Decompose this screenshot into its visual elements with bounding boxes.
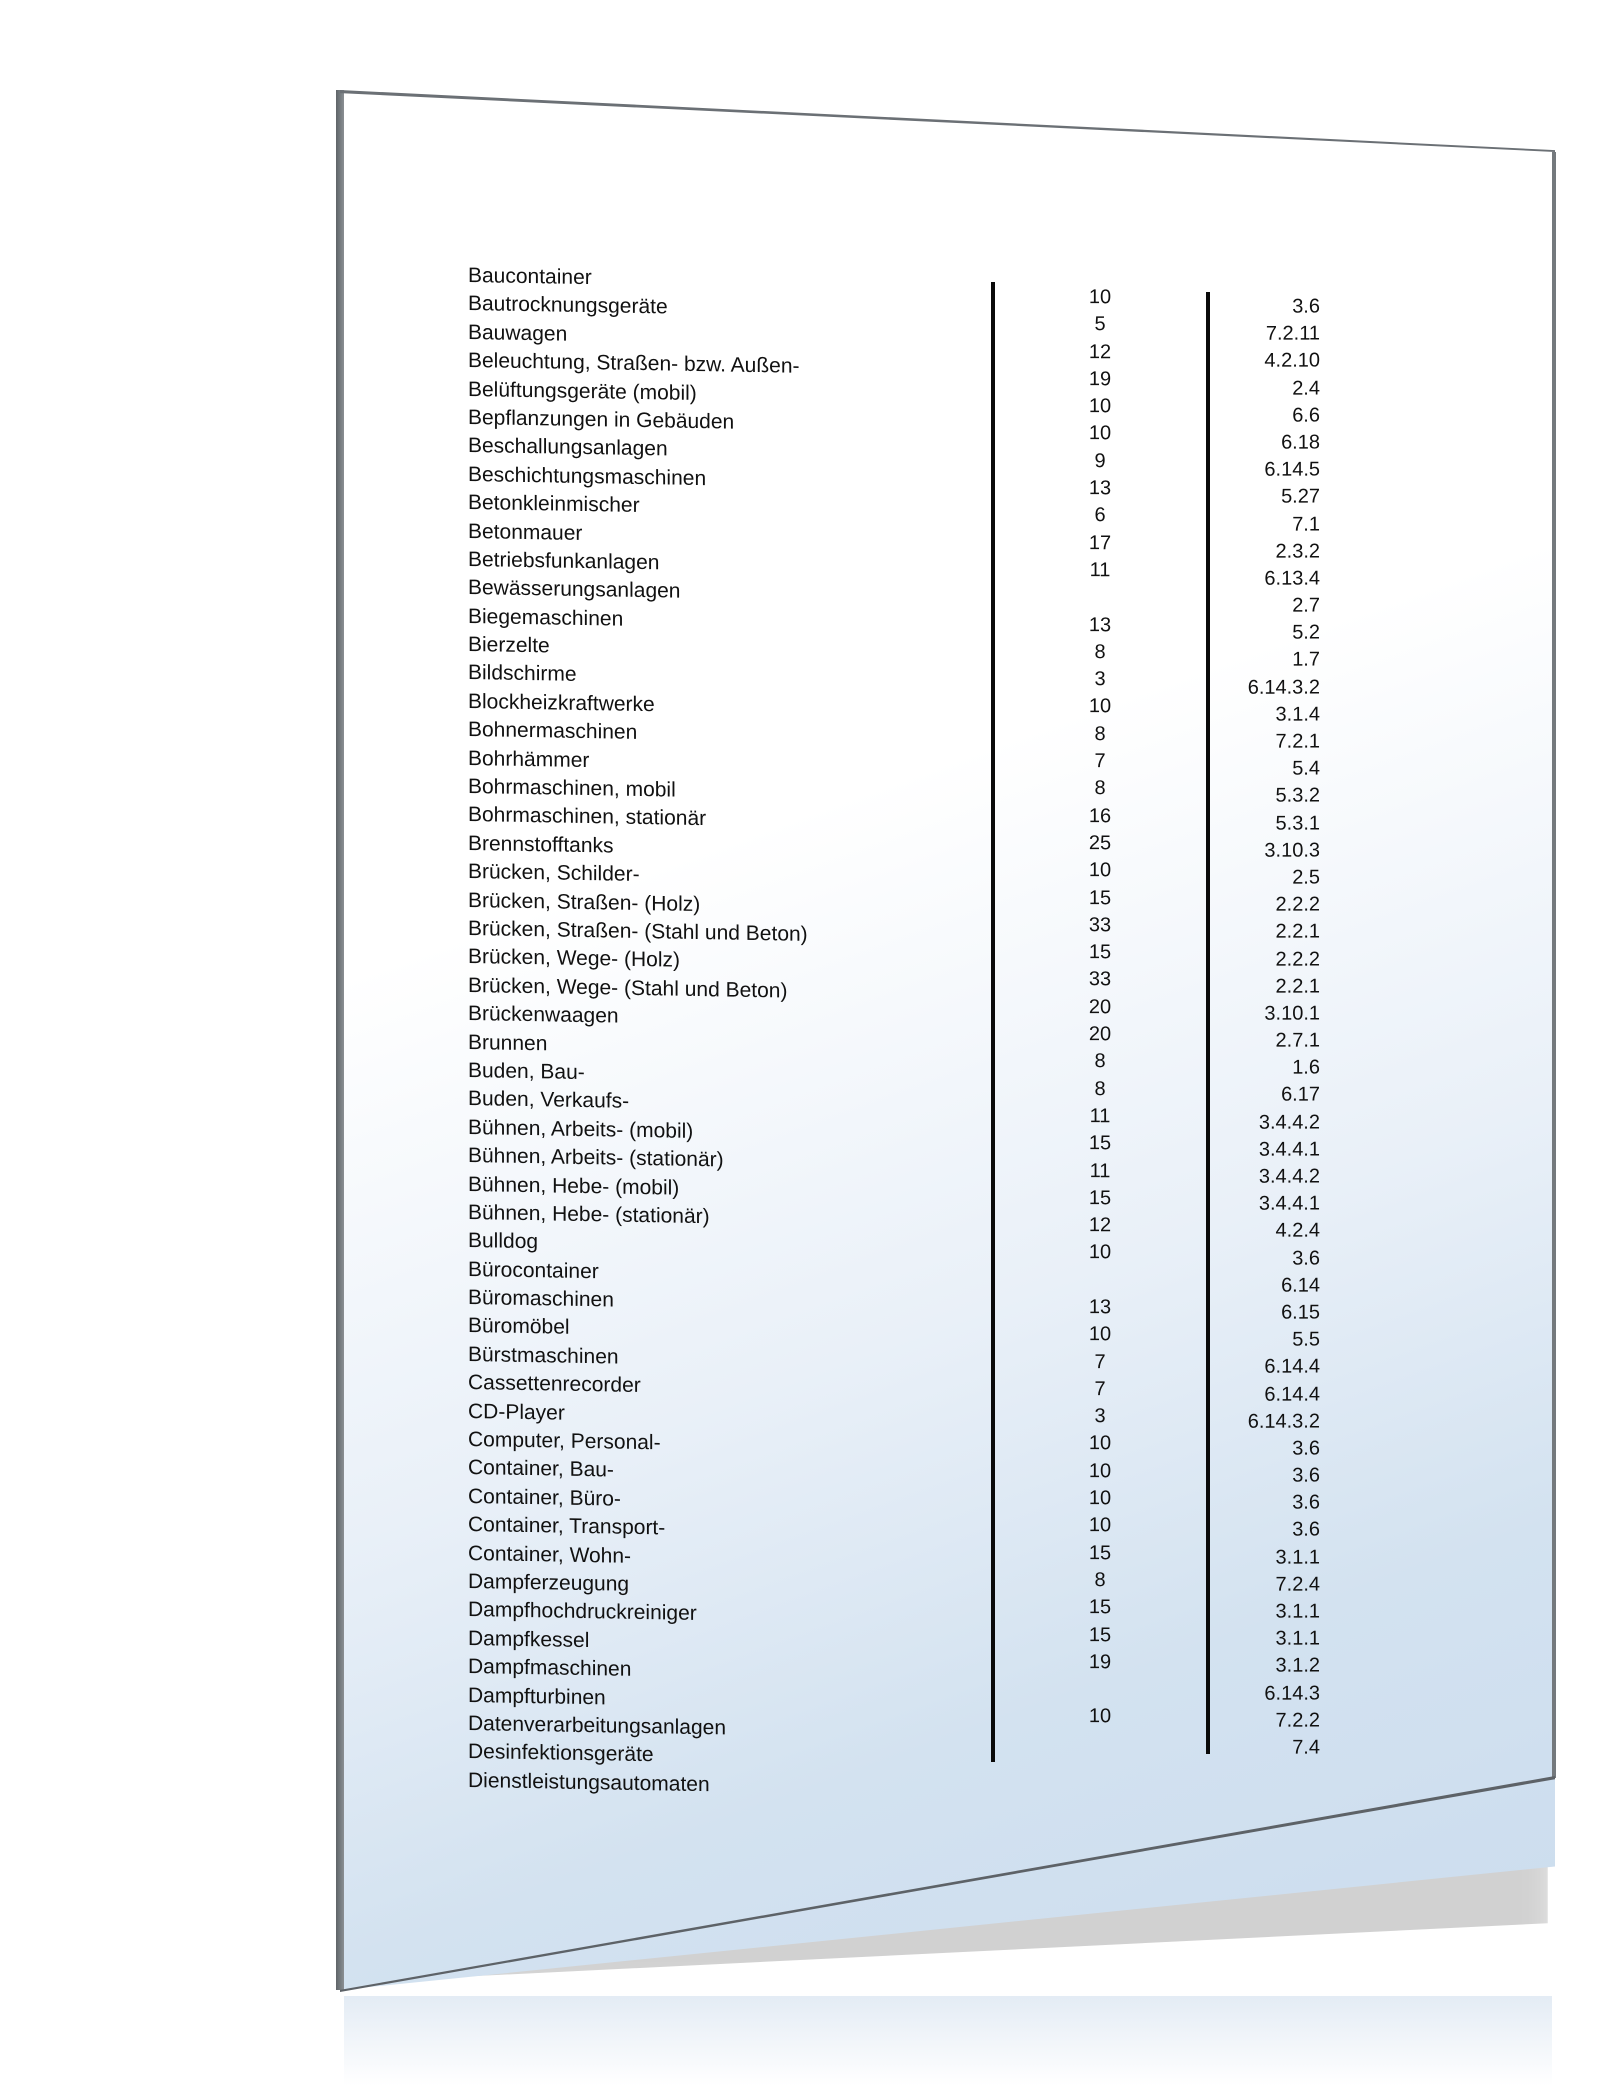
entry-name: Brücken, Schilder-	[468, 860, 640, 887]
entry-reference: 2.3.2	[1275, 540, 1320, 563]
entry-name: Baucontainer	[468, 264, 592, 290]
entry-name: Desinfektionsgeräte	[468, 1740, 654, 1767]
entry-reference: 7.2.11	[1265, 322, 1320, 345]
entry-name: Buden, Bau-	[468, 1058, 585, 1084]
entry-years: 7	[1094, 1350, 1106, 1373]
entry-reference: 3.6	[1292, 1247, 1320, 1270]
entry-years: 10	[1088, 1459, 1112, 1483]
entry-years: 8	[1094, 641, 1106, 664]
entry-reference: 1.6	[1292, 1056, 1320, 1079]
entry-name: Bürocontainer	[468, 1257, 599, 1283]
entry-years: 15	[1088, 1541, 1112, 1564]
entry-years	[1060, 584, 1140, 612]
entry-name: Büromaschinen	[468, 1286, 614, 1312]
entry-name: Betonmauer	[468, 519, 583, 545]
entry-reference: 3.4.4.2	[1258, 1165, 1320, 1188]
entry-name: Beschallungsanlagen	[468, 434, 668, 461]
entry-name: Brücken, Wege- (Holz)	[468, 945, 681, 973]
entry-years: 15	[1088, 1132, 1112, 1155]
entry-reference: 7.2.4	[1275, 1573, 1320, 1596]
entry-years: 8	[1094, 1077, 1106, 1100]
entry-name: Bühnen, Arbeits- (mobil)	[468, 1115, 694, 1143]
entry-years: 10	[1088, 1487, 1112, 1510]
entry-years: 10	[1088, 286, 1112, 309]
entry-name: Beleuchtung, Straßen- bzw. Außen-	[468, 349, 800, 378]
entry-reference: 5.3.1	[1275, 812, 1320, 835]
entry-years: 5	[1094, 313, 1106, 336]
entry-reference: 2.5	[1292, 866, 1320, 889]
entry-years: 8	[1094, 777, 1106, 800]
entry-name: Belüftungsgeräte (mobil)	[468, 377, 697, 405]
entry-name-column	[468, 262, 808, 1801]
entry-name: Brunnen	[468, 1030, 548, 1055]
useful-life-column	[1060, 284, 1140, 1731]
entry-name: Dienstleistungsautomaten	[468, 1768, 710, 1796]
entry-years: 10	[1088, 1241, 1112, 1264]
entry-reference: 6.18	[1281, 431, 1320, 454]
entry-years: 10	[1088, 1432, 1112, 1455]
entry-reference: 7.2.1	[1275, 730, 1320, 753]
entry-name: Bohrhämmer	[468, 746, 590, 772]
entry-years: 13	[1088, 477, 1112, 500]
entry-name: Brennstofftanks	[468, 831, 614, 858]
entry-years	[1060, 1267, 1140, 1295]
entry-years: 10	[1088, 1705, 1112, 1728]
entry-reference: 6.14.5	[1264, 458, 1320, 481]
entry-reference: 6.14.3.2	[1247, 1410, 1320, 1433]
entry-years: 13	[1088, 613, 1112, 636]
entry-reference: 2.2.2	[1275, 948, 1320, 971]
entry-name: Dampfturbinen	[468, 1683, 606, 1709]
entry-reference: 6.14.4	[1264, 1383, 1320, 1406]
entry-name: CD-Player	[468, 1399, 565, 1425]
entry-reference: 3.6	[1292, 1437, 1320, 1460]
entry-reference: 2.4	[1292, 377, 1320, 400]
entry-name: Buden, Verkaufs-	[468, 1087, 630, 1114]
entry-name: Bauwagen	[468, 320, 568, 346]
entry-reference: 2.7	[1292, 594, 1320, 617]
entry-reference: 5.5	[1292, 1328, 1320, 1351]
entry-name: Bewässerungsanlagen	[468, 576, 681, 604]
entry-reference: 4.2.4	[1275, 1219, 1320, 1243]
entry-reference: 5.4	[1292, 757, 1320, 780]
entry-years: 19	[1088, 1650, 1112, 1674]
entry-name: Bierzelte	[468, 633, 550, 658]
entry-reference: 2.7.1	[1275, 1029, 1320, 1052]
entry-years: 3	[1094, 668, 1106, 691]
entry-name: Datenverarbeitungsanlagen	[468, 1711, 727, 1740]
entry-reference: 4.2.10	[1264, 349, 1320, 373]
entry-reference: 6.14.3.2	[1247, 676, 1320, 699]
entry-name: Brücken, Wege- (Stahl und Beton)	[468, 973, 788, 1003]
entry-reference: 5.3.2	[1275, 784, 1320, 808]
entry-reference: 3.6	[1292, 295, 1320, 318]
entry-years: 12	[1088, 1214, 1112, 1237]
entry-years: 8	[1094, 1569, 1106, 1592]
entry-years: 3	[1094, 1405, 1106, 1428]
entry-reference: 6.13.4	[1264, 567, 1320, 590]
entry-years: 10	[1088, 1514, 1112, 1537]
entry-name: Blockheizkraftwerke	[468, 689, 655, 717]
entry-name: Bürstmaschinen	[468, 1342, 619, 1369]
entry-name: Bühnen, Arbeits- (stationär)	[468, 1144, 724, 1172]
entry-reference: 6.17	[1281, 1083, 1320, 1107]
entry-name: Bautrocknungsgeräte	[468, 292, 668, 319]
entry-years: 15	[1088, 1186, 1112, 1210]
entry-reference: 6.14	[1281, 1274, 1320, 1297]
column-divider-1	[991, 282, 995, 1762]
entry-years: 15	[1088, 886, 1112, 909]
entry-name: Dampfhochdruckreiniger	[468, 1598, 697, 1626]
entry-years: 15	[1088, 1596, 1112, 1619]
entry-reference: 6.14.4	[1264, 1355, 1320, 1379]
entry-name: Bildschirme	[468, 661, 577, 687]
entry-years: 11	[1089, 1159, 1111, 1182]
entry-reference: 3.6	[1292, 1518, 1320, 1542]
entry-years: 7	[1094, 1378, 1106, 1401]
entry-years: 10	[1088, 859, 1112, 882]
entry-years: 16	[1088, 804, 1112, 827]
entry-reference: 3.1.4	[1275, 703, 1320, 726]
entry-years: 15	[1088, 941, 1112, 964]
entry-years: 10	[1088, 1323, 1112, 1346]
entry-years: 20	[1088, 1023, 1112, 1046]
entry-reference: 3.4.4.1	[1258, 1192, 1320, 1215]
entry-name: Bohrmaschinen, mobil	[468, 775, 676, 802]
entry-name: Container, Büro-	[468, 1484, 621, 1511]
entry-years: 25	[1088, 832, 1112, 855]
entry-years: 10	[1088, 395, 1112, 418]
entry-name: Brücken, Straßen- (Stahl und Beton)	[468, 916, 808, 946]
entry-name: Brücken, Straßen- (Holz)	[468, 888, 701, 916]
entry-name: Container, Bau-	[468, 1456, 614, 1482]
entry-years: 8	[1094, 1050, 1106, 1073]
entry-reference: 3.10.1	[1264, 1002, 1320, 1025]
entry-name: Container, Transport-	[468, 1513, 666, 1540]
entry-reference: 6.14.3	[1264, 1682, 1320, 1705]
entry-years: 10	[1088, 695, 1112, 718]
entry-name: Cassettenrecorder	[468, 1371, 641, 1398]
entry-name: Dampfkessel	[468, 1626, 590, 1652]
entry-reference: 3.1.2	[1275, 1654, 1320, 1678]
entry-reference: 3.6	[1292, 1491, 1320, 1514]
entry-years: 13	[1088, 1296, 1112, 1319]
entry-name: Container, Wohn-	[468, 1541, 632, 1568]
entry-years: 19	[1088, 368, 1112, 391]
entry-years: 7	[1094, 750, 1106, 773]
entry-reference: 3.4.4.1	[1258, 1138, 1320, 1161]
entry-name: Dampfmaschinen	[468, 1655, 632, 1681]
entry-years: 11	[1089, 559, 1111, 582]
entry-reference: 3.1.1	[1275, 1627, 1320, 1650]
entry-reference: 2.2.1	[1275, 975, 1320, 998]
entry-reference: 6.6	[1292, 404, 1320, 427]
entry-name: Bohrmaschinen, stationär	[468, 803, 707, 831]
entry-name: Betonkleinmischer	[468, 491, 640, 518]
entry-reference: 3.1.1	[1275, 1546, 1320, 1569]
entry-reference: 5.27	[1281, 485, 1320, 508]
entry-years: 33	[1088, 913, 1112, 937]
entry-reference: 3.6	[1292, 1464, 1320, 1487]
entry-reference: 7.2.2	[1275, 1709, 1320, 1732]
entry-reference: 7.1	[1292, 513, 1320, 536]
entry-name: Biegemaschinen	[468, 604, 624, 631]
entry-years: 6	[1094, 504, 1106, 527]
entry-years: 11	[1089, 1105, 1111, 1128]
reference-column	[1180, 294, 1320, 1763]
entry-reference: 6.15	[1281, 1301, 1320, 1324]
entry-reference: 2.2.2	[1275, 893, 1320, 916]
entry-years: 20	[1088, 995, 1112, 1018]
entry-name: Bulldog	[468, 1229, 539, 1254]
entry-years: 10	[1088, 422, 1112, 445]
entry-name: Büromöbel	[468, 1314, 570, 1340]
entry-name: Bohnermaschinen	[468, 718, 638, 745]
entry-name: Beschichtungsmaschinen	[468, 462, 707, 490]
entry-reference: 3.1.1	[1275, 1600, 1320, 1623]
entry-name: Computer, Personal-	[468, 1428, 661, 1455]
entry-reference: 3.4.4.2	[1258, 1111, 1320, 1134]
entry-reference: 5.2	[1292, 621, 1320, 644]
entry-name: Dampferzeugung	[468, 1569, 630, 1596]
entry-name: Betriebsfunkanlagen	[468, 547, 660, 575]
entry-years: 9	[1094, 449, 1106, 473]
entry-name: Bühnen, Hebe- (mobil)	[468, 1172, 680, 1200]
entry-years: 12	[1088, 340, 1112, 363]
entry-reference: 3.10.3	[1264, 839, 1320, 862]
entry-reference: 7.4	[1292, 1736, 1320, 1759]
entry-name: Bühnen, Hebe- (stationär)	[468, 1200, 710, 1229]
entry-reference: 2.2.1	[1275, 920, 1320, 943]
entry-years: 17	[1088, 531, 1112, 554]
entry-years: 8	[1094, 722, 1106, 745]
entry-years: 33	[1088, 968, 1112, 991]
entry-reference: 1.7	[1292, 648, 1320, 672]
entry-years	[1060, 1676, 1140, 1704]
entry-name: Bepflanzungen in Gebäuden	[468, 405, 735, 434]
entry-years: 15	[1088, 1623, 1112, 1646]
entry-name: Brückenwaagen	[468, 1002, 619, 1028]
